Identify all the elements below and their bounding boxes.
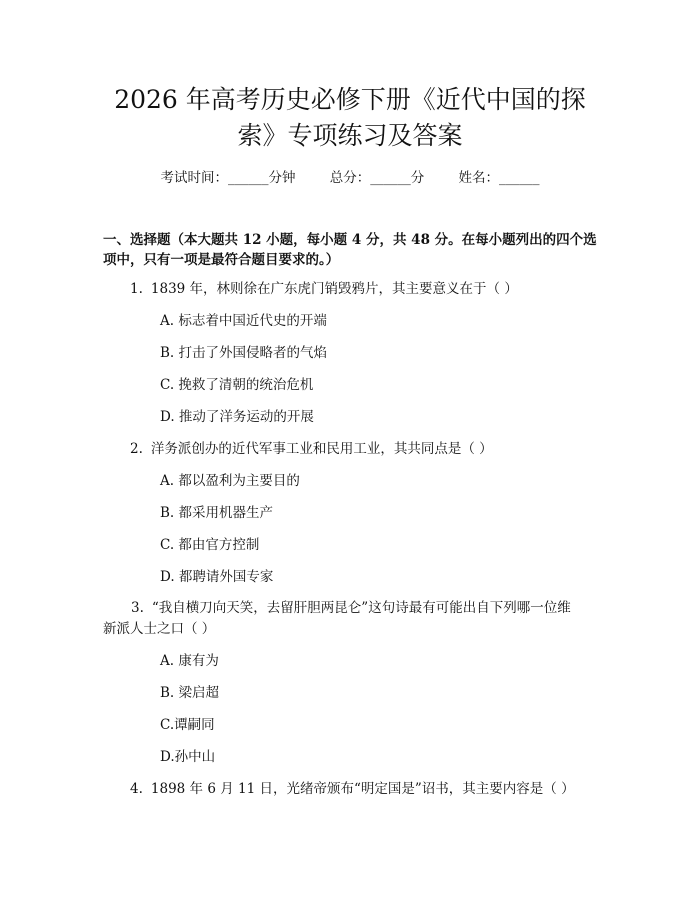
question-2-option-b: B. 都采用机器生产 <box>160 505 274 521</box>
question-4 <box>103 773 663 805</box>
question-2 <box>103 433 663 465</box>
question-number: 1. <box>130 281 143 297</box>
question-text-line-1: “我自横刀向天笑，去留肝胆两昆仑”这句诗最有可能出自下列哪一位维 <box>151 600 571 616</box>
title-line-2: 索》专项练习及答案 <box>237 121 463 150</box>
question-3 <box>103 593 663 645</box>
question-text-line-2: 新派人士之口（ ） <box>103 621 216 637</box>
question-2-option-a: A. 都以盈利为主要目的 <box>160 473 300 489</box>
question-3-line-1 <box>103 598 663 619</box>
page-title <box>0 82 700 154</box>
question-3-option-c: C.谭嗣同 <box>160 717 215 733</box>
question-1-option-c: C. 挽救了清朝的统治危机 <box>160 377 314 393</box>
section-heading-line-2: 项中，只有一项是最符合题目要求的。） <box>103 252 340 268</box>
exam-time-blank: ______ <box>227 170 269 186</box>
question-3-option-a: A. 康有为 <box>160 653 219 669</box>
question-text: 1839 年，林则徐在广东虎门销毁鸦片，其主要意义在于（ ） <box>150 281 518 297</box>
question-1 <box>103 273 663 305</box>
exam-meta <box>0 168 700 188</box>
question-2-option-c: C. 都由官方控制 <box>160 537 260 553</box>
student-name-blank: ______ <box>499 170 540 186</box>
exam-content <box>103 230 663 805</box>
question-number: 3. <box>131 600 144 616</box>
question-3-option-b: B. 梁启超 <box>160 685 220 701</box>
student-name-label: 姓名： <box>458 170 500 186</box>
total-score <box>330 168 425 188</box>
total-score-label: 总分： <box>329 170 371 186</box>
question-1-option-b: B. 打击了外国侵略者的气焰 <box>160 345 328 361</box>
question-list <box>103 273 663 805</box>
exam-time <box>160 168 295 188</box>
question-number: 2. <box>130 441 143 457</box>
question-1-option-d: D. 推动了洋务运动的开展 <box>160 409 314 425</box>
question-2-option-d: D. 都聘请外国专家 <box>160 569 274 585</box>
exam-time-unit: 分钟 <box>268 170 296 186</box>
section-heading <box>103 230 663 270</box>
total-score-unit: 分 <box>410 170 425 186</box>
question-text: 洋务派创办的近代军事工业和民用工业，其共同点是（ ） <box>150 441 493 457</box>
title-line-1: 2026 年高考历史必修下册《近代中国的探 <box>114 85 586 114</box>
total-score-blank: ______ <box>370 170 411 186</box>
exam-time-label: 考试时间： <box>160 170 228 186</box>
student-name <box>459 168 540 188</box>
question-1-option-a: A. 标志着中国近代史的开端 <box>160 313 327 329</box>
question-number: 4. <box>130 781 143 797</box>
question-3-option-d: D.孙中山 <box>160 749 216 765</box>
section-heading-line-1: 一、选择题（本大题共 12 小题，每小题 4 分，共 48 分。在每小题列出的四个选 <box>103 232 597 248</box>
question-text: 1898 年 6 月 11 日，光绪帝颁布“明定国是”诏书，其主要内容是（ ） <box>150 781 575 797</box>
